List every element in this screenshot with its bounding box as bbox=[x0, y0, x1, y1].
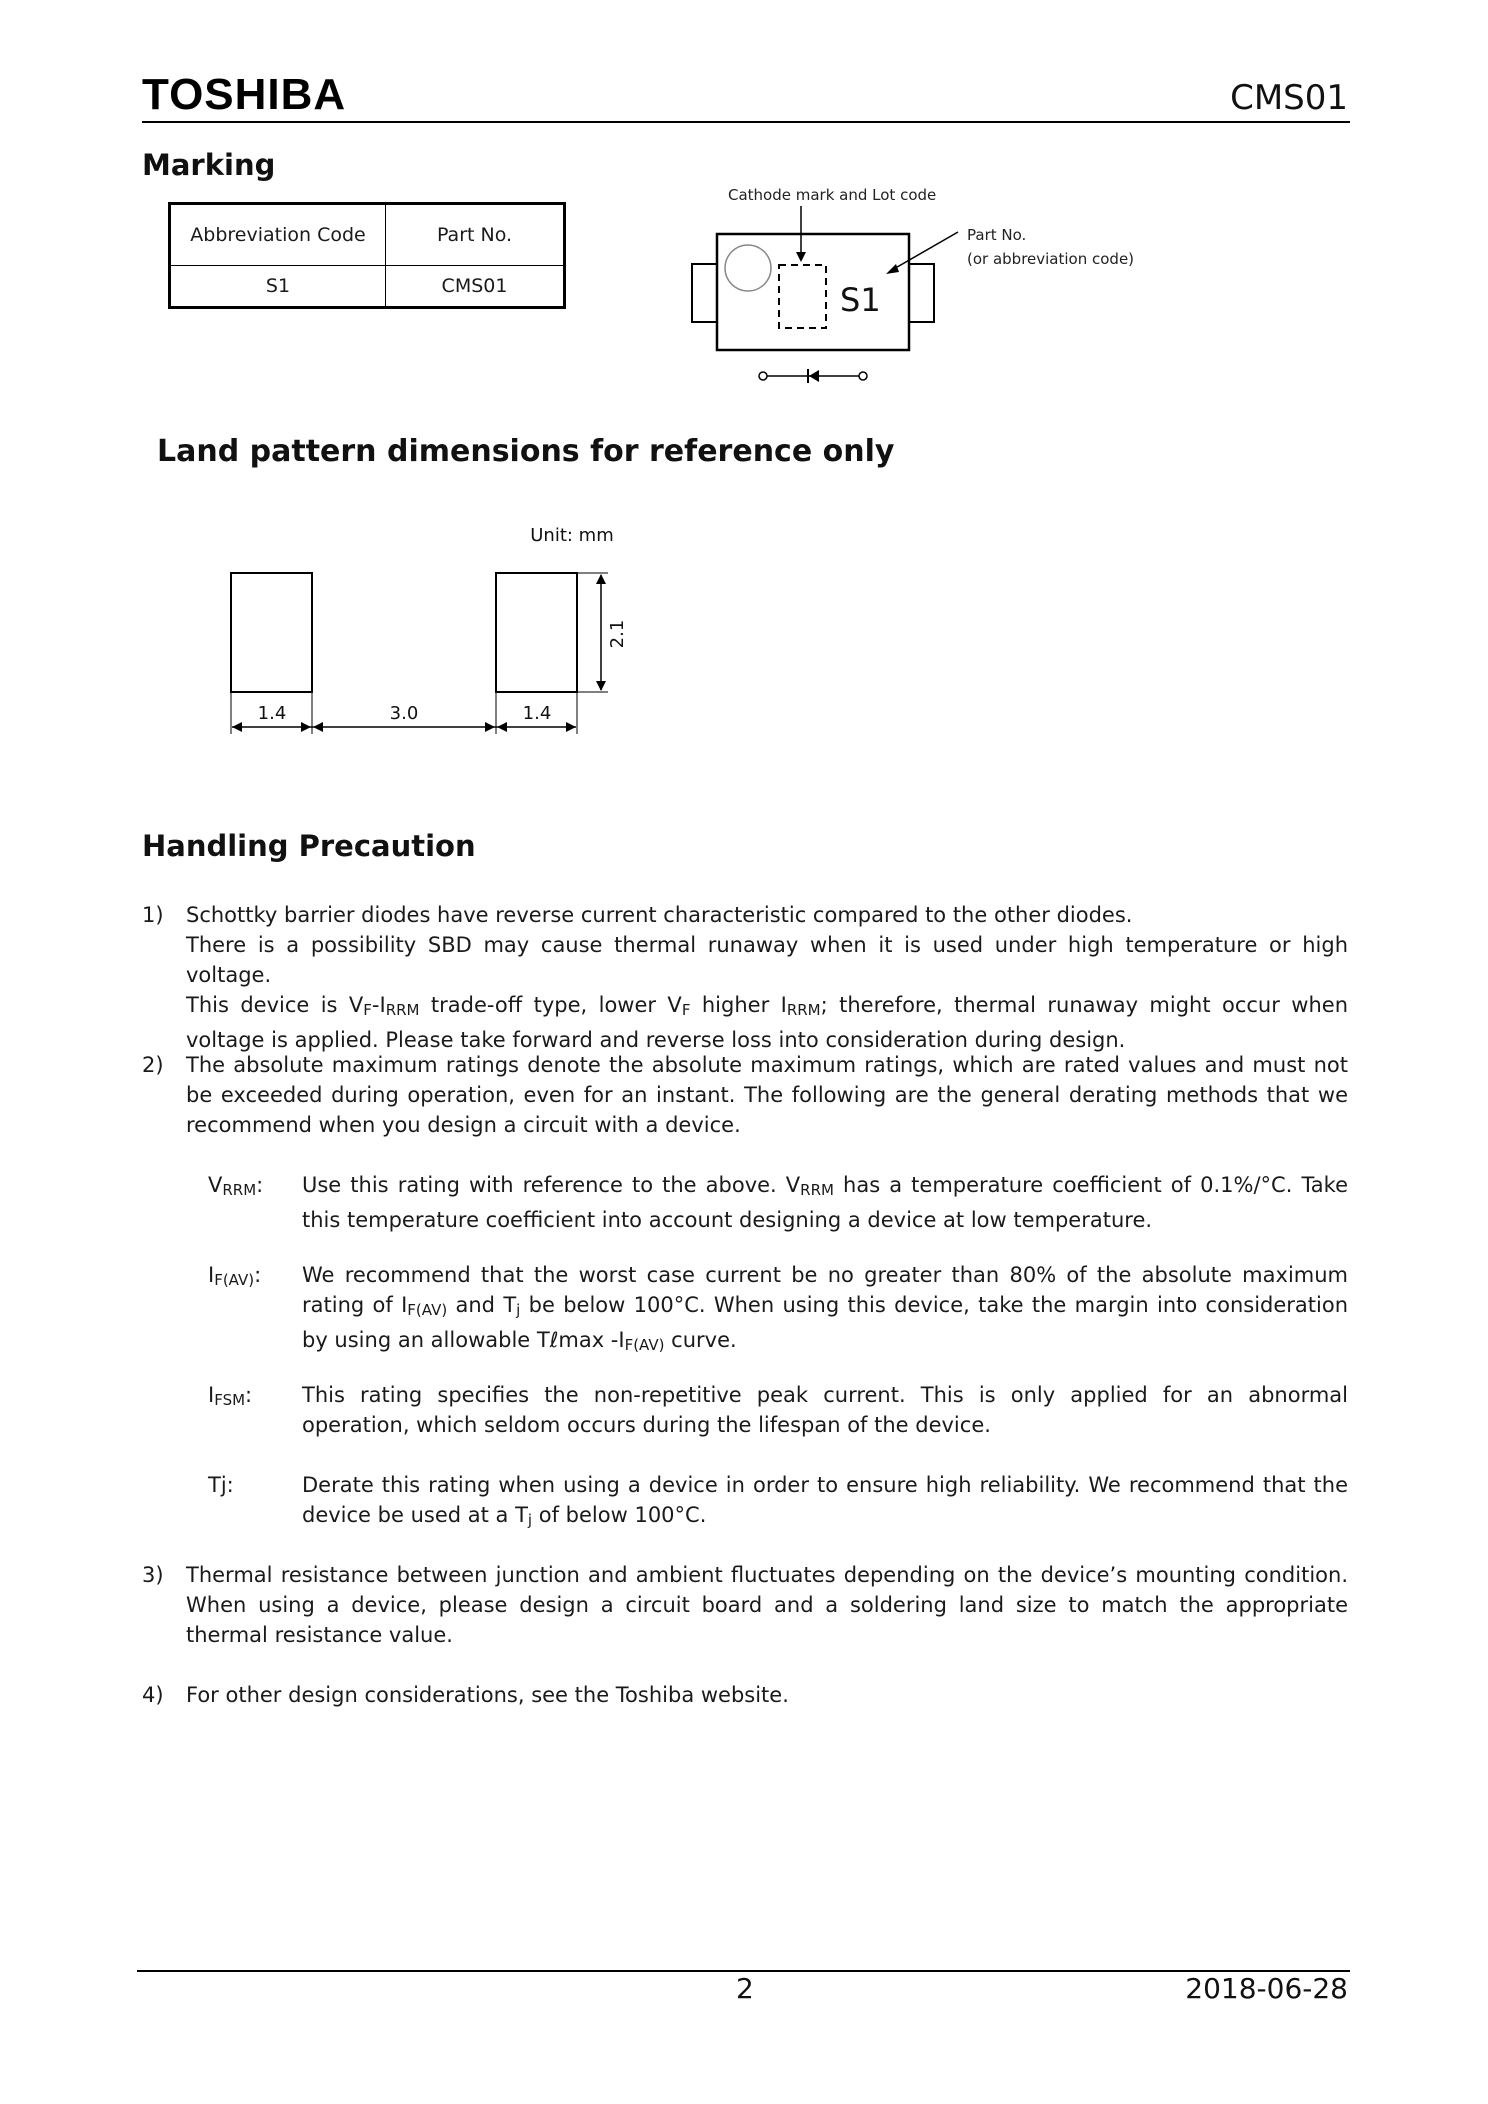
ifav-label: $I_{F(AV)}$: bbox=[208, 1263, 262, 1289]
package-lead-left bbox=[692, 264, 717, 322]
land-dim-gap-label: 3.0 bbox=[389, 703, 419, 724]
item4-paragraph: For other design considerations, see the Toshiba website. bbox=[186, 1683, 789, 1707]
land-pattern-diagram bbox=[220, 518, 660, 743]
marking-cell-abbreviation: S1 bbox=[170, 266, 386, 308]
land-unit-label: Unit: mm bbox=[530, 525, 614, 546]
handling-title: Handling Precaution bbox=[142, 829, 476, 863]
item1-paragraph bbox=[186, 900, 1348, 1055]
vrrm-label: $V_{RRM}$: bbox=[208, 1173, 264, 1199]
land-pad-left bbox=[231, 573, 312, 692]
ifsm-label: $I_{FSM}$: bbox=[208, 1383, 253, 1409]
land-dim-arrow-1 bbox=[232, 722, 242, 732]
partno-callout-line2: (or abbreviation code) bbox=[967, 250, 1135, 268]
diode-terminal-left bbox=[759, 372, 767, 380]
land-dim-arrow-5 bbox=[497, 722, 507, 732]
land-dim-arrow-3 bbox=[313, 722, 323, 732]
page-number: 2 bbox=[736, 1972, 754, 2005]
land-pattern-title: Land pattern dimensions for reference only bbox=[157, 434, 895, 469]
vrrm-text: Use this rating with reference to the above. $V_{RRM}$ has a temperature coefficient of 0.1%/°C. Take this temperature coefficient into account designing a device at low temperature. bbox=[302, 1173, 1348, 1232]
cathode-callout-label: Cathode mark and Lot code bbox=[728, 186, 937, 204]
part-number-header: CMS01 bbox=[1230, 78, 1348, 118]
diode-terminal-right bbox=[859, 372, 867, 380]
ifsm-text: This rating specifies the non-repetitive peak current. This is only applied for an abnormal operation, which seldom occurs during the lifespan of the device. bbox=[302, 1383, 1348, 1437]
marking-cell-partno: CMS01 bbox=[386, 266, 565, 308]
marking-header-partno: Part No. bbox=[386, 204, 565, 266]
item1-number: 1) bbox=[142, 903, 164, 927]
partno-callout-line1: Part No. bbox=[967, 226, 1027, 244]
item2-number: 2) bbox=[142, 1053, 164, 1077]
land-dim-height-arrow-top bbox=[596, 574, 606, 584]
marking-package-diagram bbox=[680, 180, 1160, 395]
marking-header-abbreviation: Abbreviation Code bbox=[170, 204, 386, 266]
land-dim-height-label: 2.1 bbox=[607, 619, 628, 649]
item1-line3: This device is $V_F-I_{RRM}$ trade-off type, lower $V_F$ higher $I_{RRM}$; therefore, thermal runaway might occur when voltage is applied. Please take forward and reverse loss into consideration during design. bbox=[186, 993, 1349, 1052]
land-dim-arrow-4 bbox=[485, 722, 495, 732]
item1-line2: There is a possibility SBD may cause thermal runaway when it is used under high temperature or high voltage. bbox=[186, 933, 1348, 987]
land-dim-height-arrow-bottom bbox=[596, 681, 606, 691]
footer-date: 2018-06-28 bbox=[1185, 1972, 1348, 2005]
package-lead-right bbox=[909, 264, 934, 322]
item3-number: 3) bbox=[142, 1563, 164, 1587]
item3-paragraph: Thermal resistance between junction and ambient fluctuates depending on the device’s mounting condition. When using a device, please design a circuit board and a soldering land size to match the appropriate thermal resistance value. bbox=[186, 1563, 1348, 1647]
land-dim-arrow-6 bbox=[566, 722, 576, 732]
marking-title: Marking bbox=[142, 148, 276, 182]
land-dim-left-label: 1.4 bbox=[257, 703, 287, 724]
item4-number: 4) bbox=[142, 1683, 164, 1707]
diode-triangle bbox=[809, 370, 819, 382]
tj-text: Derate this rating when using a device in order to ensure high reliability. We recommend that the device be used at a $T_j$ of below 100°C. bbox=[302, 1473, 1348, 1529]
ifav-text: We recommend that the worst case current be no greater than 80% of the absolute maximum rating of $I_{F(AV)}$ and $T_j$ be below 100°C. When using this device, take the margin into consideration by using an allowable Tℓmax $-I_{F(AV)}$ curve. bbox=[302, 1263, 1349, 1354]
tj-label: Tj: bbox=[208, 1473, 234, 1497]
land-pad-right bbox=[496, 573, 577, 692]
toshiba-logo: TOSHIBA bbox=[142, 70, 347, 119]
header-rule bbox=[142, 121, 1350, 123]
item2-paragraph: The absolute maximum ratings denote the absolute maximum ratings, which are rated values and must not be exceeded during operation, even for an instant. The following are the general derating methods that we recommend when you design a circuit with a device. bbox=[186, 1053, 1348, 1137]
item1-line1: Schottky barrier diodes have reverse current characteristic compared to the other diodes. bbox=[186, 903, 1133, 927]
marking-table bbox=[168, 202, 566, 309]
land-dim-arrow-2 bbox=[301, 722, 311, 732]
package-code-text: S1 bbox=[840, 281, 881, 319]
land-dim-right-label: 1.4 bbox=[522, 703, 552, 724]
